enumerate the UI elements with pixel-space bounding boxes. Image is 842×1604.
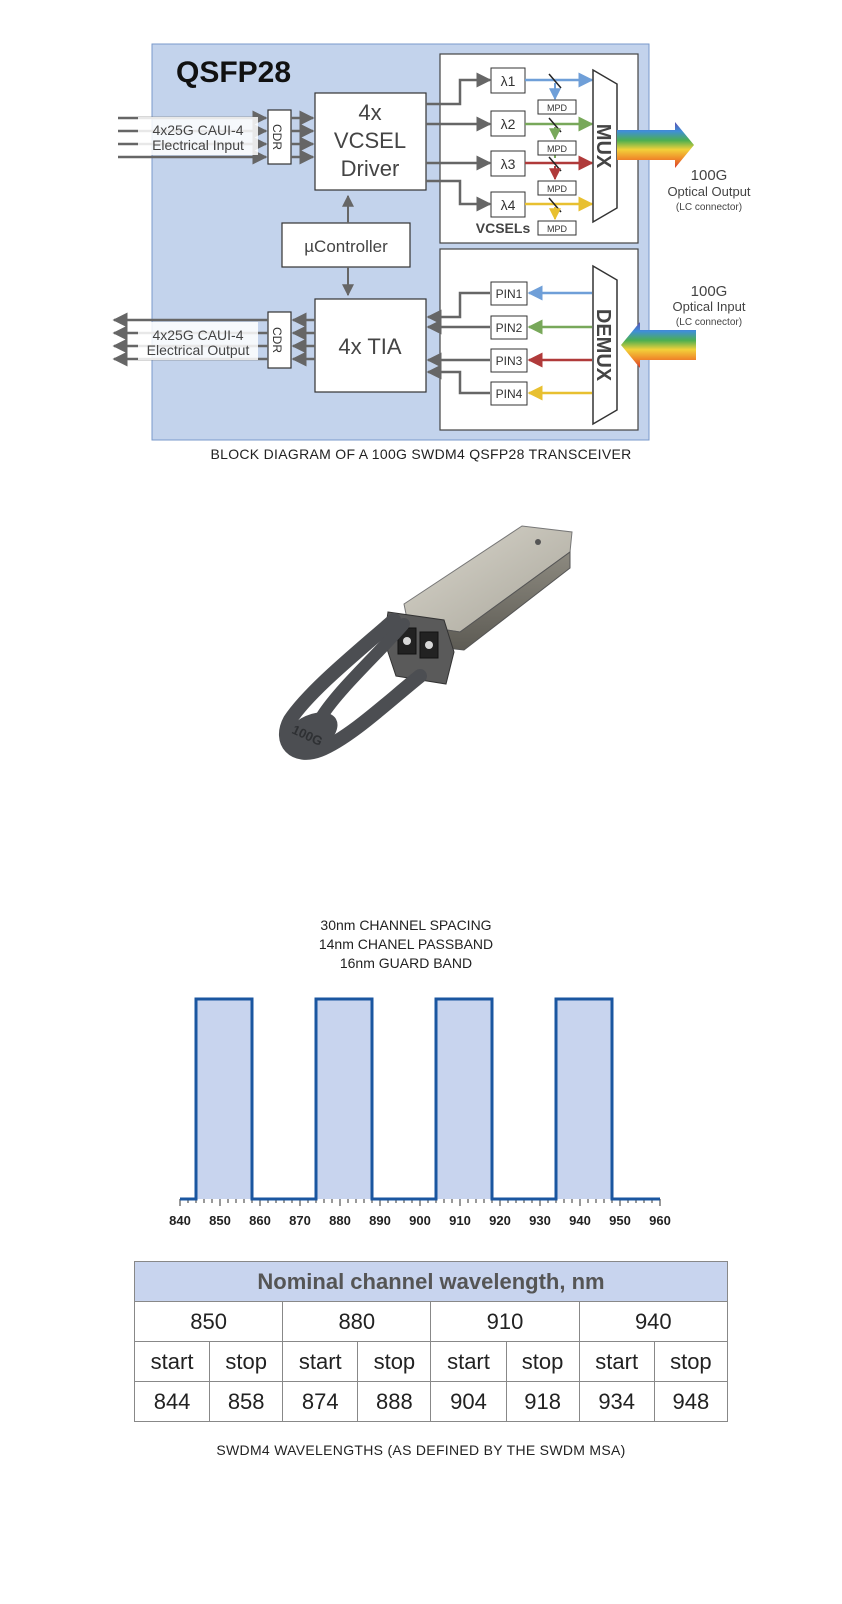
nominal-row	[135, 1302, 728, 1342]
table-caption: SWDM4 WAVELENGTHS (AS DEFINED BY THE SWDM MSA)	[216, 1442, 626, 1458]
start-stop-header-row	[135, 1342, 728, 1382]
stop-header: stop	[506, 1342, 579, 1382]
mux-label: MUX	[592, 123, 614, 169]
start-value: 874	[283, 1382, 358, 1422]
mpd-label-4: MPD	[547, 224, 567, 234]
microcontroller-label: µController	[304, 237, 388, 256]
rx-cdr-label: CDR	[270, 327, 284, 353]
pull-tab-label: 100G	[289, 721, 325, 749]
optical-output-label-1: 100G	[690, 167, 728, 184]
lambda-3-label: λ3	[500, 156, 516, 172]
pin-1-label: PIN1	[495, 287, 523, 301]
start-header: start	[283, 1342, 358, 1382]
vcsels-label: VCSELs	[475, 220, 531, 236]
stop-value: 948	[654, 1382, 727, 1422]
stop-header: stop	[358, 1342, 431, 1382]
start-header: start	[431, 1342, 506, 1382]
lambda-1-label: λ1	[500, 73, 516, 89]
tick-label-860: 860	[249, 1213, 271, 1228]
nominal-940: 940	[579, 1302, 727, 1342]
passband-2	[316, 999, 372, 1199]
tick-label-850: 850	[209, 1213, 231, 1228]
electrical-output-label-2: Electrical Output	[146, 342, 250, 358]
lambda-4-label: λ4	[500, 197, 516, 213]
spectrum-spec-text	[0, 916, 812, 973]
spectrum-chart	[0, 980, 842, 1230]
optical-output-label-2: Optical Output	[667, 184, 751, 199]
values-row	[135, 1382, 728, 1422]
nominal-880: 880	[283, 1302, 431, 1342]
passband-1	[196, 999, 252, 1199]
table-title-row	[135, 1262, 728, 1302]
tia-label: 4x TIA	[338, 334, 402, 359]
driver-label-3: Driver	[340, 156, 400, 181]
module-title: QSFP28	[176, 56, 292, 89]
optical-input-label-3: (LC connector)	[675, 317, 743, 328]
lambda-2-label: λ2	[500, 116, 516, 132]
nominal-910: 910	[431, 1302, 579, 1342]
tick-label-910: 910	[449, 1213, 471, 1228]
start-value: 904	[431, 1382, 506, 1422]
diagram-caption: BLOCK DIAGRAM OF A 100G SWDM4 QSFP28 TRANSCEIVER	[210, 446, 632, 462]
passband-4	[556, 999, 612, 1199]
transceiver-product-image	[270, 520, 600, 780]
tick-label-920: 920	[489, 1213, 511, 1228]
pin-4-label: PIN4	[495, 387, 523, 401]
electrical-output-label-1: 4x25G CAUI-4	[152, 327, 244, 343]
nominal-850: 850	[135, 1302, 283, 1342]
tick-label-870: 870	[289, 1213, 311, 1228]
tick-label-930: 930	[529, 1213, 551, 1228]
optical-input-label-2: Optical Input	[672, 299, 746, 314]
start-value: 934	[579, 1382, 654, 1422]
stop-value: 918	[506, 1382, 579, 1422]
stop-value: 888	[358, 1382, 431, 1422]
guard-band-text: 16nm GUARD BAND	[339, 955, 473, 971]
start-header: start	[579, 1342, 654, 1382]
channel-spacing-text: 30nm CHANNEL SPACING	[320, 917, 492, 933]
channel-passband-text: 14nm CHANEL PASSBAND	[318, 936, 494, 952]
tx-cdr-label: CDR	[270, 124, 284, 150]
driver-label-2: VCSEL	[333, 128, 407, 153]
block-diagram	[0, 0, 842, 480]
start-value: 844	[135, 1382, 210, 1422]
mpd-label-3: MPD	[547, 184, 567, 194]
demux-label: DEMUX	[592, 308, 614, 382]
tick-label-950: 950	[609, 1213, 631, 1228]
tick-label-840: 840	[169, 1213, 191, 1228]
pin-2-label: PIN2	[495, 321, 523, 335]
mpd-label-1: MPD	[547, 103, 567, 113]
tick-label-880: 880	[329, 1213, 351, 1228]
electrical-input-label-2: Electrical Input	[152, 137, 244, 153]
tick-label-890: 890	[369, 1213, 391, 1228]
stop-header: stop	[654, 1342, 727, 1382]
tick-label-900: 900	[409, 1213, 431, 1228]
mpd-label-2: MPD	[547, 144, 567, 154]
driver-label-1: 4x	[358, 100, 382, 125]
electrical-input-label-1: 4x25G CAUI-4	[152, 122, 244, 138]
passband-3	[436, 999, 492, 1199]
table-title: Nominal channel wavelength, nm	[135, 1262, 728, 1302]
optical-output-label-3: (LC connector)	[675, 202, 743, 213]
stop-value: 858	[210, 1382, 283, 1422]
pin-3-label: PIN3	[495, 354, 523, 368]
tick-label-940: 940	[569, 1213, 591, 1228]
wavelength-table	[134, 1261, 728, 1422]
optical-input-label-1: 100G	[690, 283, 728, 300]
tick-label-960: 960	[649, 1213, 671, 1228]
start-header: start	[135, 1342, 210, 1382]
stop-header: stop	[210, 1342, 283, 1382]
